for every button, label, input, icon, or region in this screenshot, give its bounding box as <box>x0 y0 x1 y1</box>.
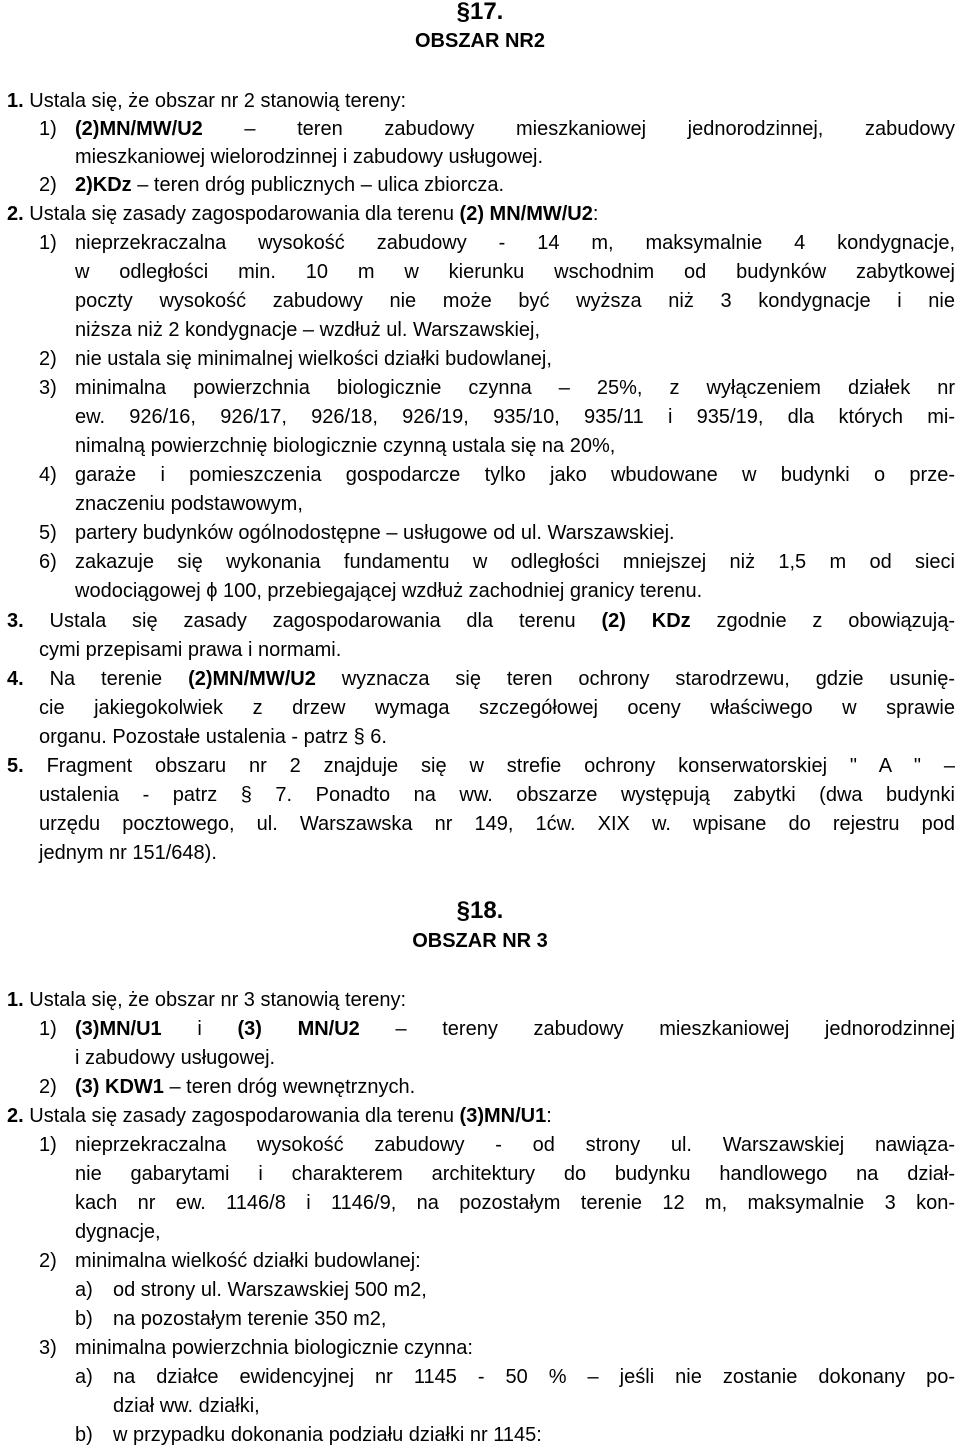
s18-p1-item2-num: 2) <box>39 1076 57 1098</box>
s18-p2-item3-b: w przypadku dokonania podziału działki nr 1145: <box>113 1424 542 1446</box>
s17-p1-item1-num: 1) <box>39 118 57 140</box>
s17-p5-l3: urzędu pocztowego, ul. Warszawska nr 149, 1ćw. XIX w. wpisane do rejestru pod <box>39 813 955 835</box>
s17-p2-item2-num: 2) <box>39 348 57 370</box>
s18-p2-item3-b-num: b) <box>75 1424 93 1446</box>
s18-p2-item3: minimalna powierzchnia biologicznie czynna: <box>75 1337 473 1359</box>
s18-p1: 1. Ustala się, że obszar nr 3 stanowią tereny: <box>7 989 407 1011</box>
s18-p2-item2-b: na pozostałym terenie 350 m2, <box>113 1308 387 1330</box>
s17-p4: 4. Na terenie (2)MN/MW/U2 wyznacza się teren ochrony starodrzewu, gdzie usunię- <box>7 668 956 690</box>
s17-p1-item2: 2)KDz – teren dróg publicznych – ulica zbiorcza. <box>75 174 505 196</box>
s18-p2-item2: minimalna wielkość działki budowlanej: <box>75 1250 421 1272</box>
s17-p2-item1-l2: w odległości min. 10 m w kierunku wschodnim od budynków zabytkowej <box>75 261 955 283</box>
section-17-title: OBSZAR NR2 <box>414 30 545 52</box>
s17-p2-item3-num: 3) <box>39 377 57 399</box>
s18-p1-item1-num: 1) <box>39 1018 57 1040</box>
s17-p2-item6-l2: wodociągowej ϕ 100, przebiegającej wzdłuż zachodniej granicy terenu. <box>75 580 703 602</box>
s18-p2-item3-num: 3) <box>39 1337 57 1359</box>
s17-p5: 5. Fragment obszaru nr 2 znajduje się w strefie ochrony konserwatorskiej " A " – <box>7 755 955 777</box>
s17-p2-item1-num: 1) <box>39 232 57 254</box>
s17-p2-item2: nie ustala się minimalnej wielkości działki budowlanej, <box>75 348 552 370</box>
s17-p5-l4: jednym nr 151/648). <box>39 842 217 864</box>
s18-p1-item2: (3) KDW1 – teren dróg wewnętrznych. <box>75 1076 416 1098</box>
s18-p2-item3-a-l2: dział ww. działki, <box>113 1395 260 1417</box>
s17-p2-item3-l1: minimalna powierzchnia biologicznie czynna – 25%, z wyłączeniem działek nr <box>75 377 955 399</box>
s17-p2-item3-l2: ew. 926/16, 926/17, 926/18, 926/19, 935/10, 935/11 i 935/19, dla których mi- <box>75 406 955 428</box>
s17-p2-item1-l3: poczty wysokość zabudowy nie może być wyższa niż 3 kondygnacje i nie <box>75 290 955 312</box>
s17-p1-item1: (2)MN/MW/U2 – teren zabudowy mieszkaniowej jednorodzinnej, zabudowy <box>75 118 956 140</box>
s18-p2-item3-a-num: a) <box>75 1366 93 1388</box>
s18-p1-item1-cont: i zabudowy usługowej. <box>75 1047 276 1069</box>
section-17-number: §17. <box>456 0 504 25</box>
s18-p2-item1-l1: nieprzekraczalna wysokość zabudowy - od strony ul. Warszawskiej nawiąza- <box>75 1134 955 1156</box>
s17-p2-item1-l1: nieprzekraczalna wysokość zabudowy - 14 m, maksymalnie 4 kondygnacje, <box>75 232 955 254</box>
s17-p1-item1-cont: mieszkaniowej wielorodzinnej i zabudowy usługowej. <box>75 146 544 168</box>
s17-p1: 1. Ustala się, że obszar nr 2 stanowią tereny: <box>7 90 407 112</box>
s18-p2-item2-b-num: b) <box>75 1308 93 1330</box>
s18-p2: 2. Ustala się zasady zagospodarowania dla terenu (3)MN/U1: <box>7 1105 552 1127</box>
section-18-number: §18. <box>456 897 504 924</box>
s17-p2-item6-l1: zakazuje się wykonania fundamentu w odległości mniejszej niż 1,5 m od sieci <box>75 551 955 573</box>
s18-p2-item1-l2: nie gabarytami i charakterem architektury do budynku handlowego na dział- <box>75 1163 955 1185</box>
s17-p4-l3: organu. Pozostałe ustalenia - patrz § 6. <box>39 726 387 748</box>
s18-p2-item2-a-num: a) <box>75 1279 93 1301</box>
s18-p2-item1-num: 1) <box>39 1134 57 1156</box>
s18-p2-item2-a: od strony ul. Warszawskiej 500 m2, <box>113 1279 427 1301</box>
s17-p3-l2: cymi przepisami prawa i normami. <box>39 639 342 661</box>
section-18-title: OBSZAR NR 3 <box>412 930 548 952</box>
s17-p2-item3-l3: nimalną powierzchnię biologicznie czynną ustala się na 20%, <box>75 435 616 457</box>
s18-p2-item2-num: 2) <box>39 1250 57 1272</box>
s17-p2-item5-num: 5) <box>39 522 57 544</box>
s18-p1-item1: (3)MN/U1 i (3) MN/U2 – tereny zabudowy mieszkaniowej jednorodzinnej <box>75 1018 956 1040</box>
s17-p5-l2: ustalenia - patrz § 7. Ponadto na ww. obszarze występują zabytki (dwa budynki <box>39 784 955 806</box>
s17-p2-item4-num: 4) <box>39 464 57 486</box>
s17-p4-l2: cie jakiegokolwiek z drzew wymaga szczegółowej oceny właściwego w sprawie <box>39 697 955 719</box>
s17-p1-item2-num: 2) <box>39 174 57 196</box>
s17-p2: 2. Ustala się zasady zagospodarowania dla terenu (2) MN/MW/U2: <box>7 203 599 225</box>
s17-p2-item6-num: 6) <box>39 551 57 573</box>
s17-p2-item1-l4: niższa niż 2 kondygnacje – wzdłuż ul. Warszawskiej, <box>75 319 541 341</box>
s17-p2-item4-l1: garaże i pomieszczenia gospodarcze tylko jako wbudowane w budynki o prze- <box>75 464 955 486</box>
s18-p2-item3-a-l1: na działce ewidencyjnej nr 1145 - 50 % – jeśli nie zostanie dokonany po- <box>113 1366 955 1388</box>
s18-p2-item1-l4: dygnacje, <box>75 1221 161 1243</box>
s18-p2-item1-l3: kach nr ew. 1146/8 i 1146/9, na pozostałym terenie 12 m, maksymalnie 3 kon- <box>75 1192 955 1214</box>
s17-p2-item5: partery budynków ogólnodostępne – usługowe od ul. Warszawskiej. <box>75 522 675 544</box>
s17-p3: 3. Ustala się zasady zagospodarowania dla terenu (2) KDz zgodnie z obowiązują- <box>7 610 955 632</box>
s17-p2-item4-l2: znaczeniu podstawowym, <box>75 493 303 515</box>
